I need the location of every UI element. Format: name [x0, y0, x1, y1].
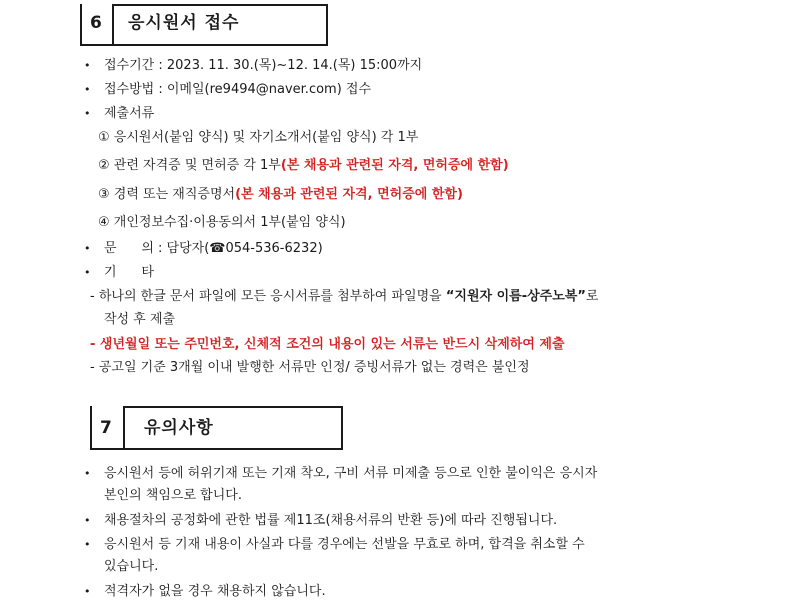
etc-item-1-suffix: 로: [585, 289, 599, 304]
section-7-number: 7: [100, 418, 112, 438]
section-7-title: 유의사항: [144, 418, 214, 438]
section-6-number-right-border: [112, 4, 114, 46]
notice-2: 채용절차의 공정화에 관한 법률 제11조(채용서류의 반환 등)에 따라 진행됩니다.: [104, 513, 558, 528]
bullet: •: [84, 266, 91, 279]
etc-item-1-text: - 하나의 한글 문서 파일에 모든 응시서류를 첨부하여 파일명을: [90, 289, 446, 304]
document-item-2-note: (본 채용과 관련된 자격, 면허증에 한함): [280, 158, 509, 173]
etc-label: 기 타: [104, 265, 154, 280]
notice-3-line2: 있습니다.: [104, 559, 159, 574]
bullet: •: [84, 467, 91, 480]
section-6-number-left-border: [80, 4, 82, 46]
etc-item-2: - 생년월일 또는 주민번호, 신체적 조건의 내용이 있는 서류는 반드시 삭제하여 제출: [90, 337, 565, 352]
section-6-title: 응시원서 접수: [128, 13, 240, 33]
inquiry-contact: 문 의 : 담당자(☎054-536-6232): [104, 241, 323, 256]
section-7-number-left-border: [90, 406, 92, 450]
document-item-2-text: ② 관련 자격증 및 면허증 각 1부: [98, 158, 281, 173]
documents-label: 제출서류: [104, 106, 155, 121]
document-item-3: [98, 186, 463, 203]
notice-3-line1: 응시원서 등 기재 내용이 사실과 다를 경우에는 선발을 무효로 하며, 합격을 취소할 수: [104, 537, 585, 552]
section-6-bottom-border: [80, 44, 328, 46]
bullet: •: [84, 59, 91, 72]
bullet: •: [84, 242, 91, 255]
section-7-number-right-border: [123, 406, 125, 450]
document-item-3-note: (본 채용과 관련된 자격, 면허증에 한함): [235, 187, 463, 202]
notice-1-line1: 응시원서 등에 허위기재 또는 기재 착오, 구비 서류 미제출 등으로 인한 불이익은 응시자: [104, 466, 598, 481]
bullet: •: [84, 585, 91, 598]
etc-item-1-line2: 작성 후 제출: [104, 312, 176, 327]
document-item-1: ① 응시원서(붙임 양식) 및 자기소개서(붙임 양식) 각 1부: [98, 130, 419, 145]
application-method: 접수방법 : 이메일(re9494@naver.com) 접수: [104, 82, 372, 97]
application-period: 접수기간 : 2023. 11. 30.(목)~12. 14.(목) 15:00까지: [104, 58, 423, 73]
section-7-bottom-border: [90, 448, 343, 450]
document-item-2: [98, 157, 509, 174]
section-6-top-border: [112, 4, 328, 6]
document-item-4: ④ 개인정보수집·이용동의서 1부(붙임 양식): [98, 215, 346, 230]
etc-item-1: [90, 288, 598, 305]
bullet: •: [84, 538, 91, 551]
etc-item-3: - 공고일 기준 3개월 이내 발행한 서류만 인정/ 증빙서류가 없는 경력은 불인정: [90, 360, 530, 375]
section-7-top-border: [123, 406, 343, 408]
bullet: •: [84, 107, 91, 120]
section-6-number: 6: [90, 13, 102, 33]
section-6-right-border: [326, 4, 328, 46]
notice-4: 적격자가 없을 경우 채용하지 않습니다.: [104, 584, 326, 599]
document-item-3-text: ③ 경력 또는 재직증명서: [98, 187, 236, 202]
etc-item-1-filename: “지원자 이름-상주노복”: [445, 289, 586, 304]
bullet: •: [84, 514, 91, 527]
section-7-right-border: [341, 406, 343, 450]
notice-1-line2: 본인의 책임으로 합니다.: [104, 488, 242, 503]
bullet: •: [84, 83, 91, 96]
